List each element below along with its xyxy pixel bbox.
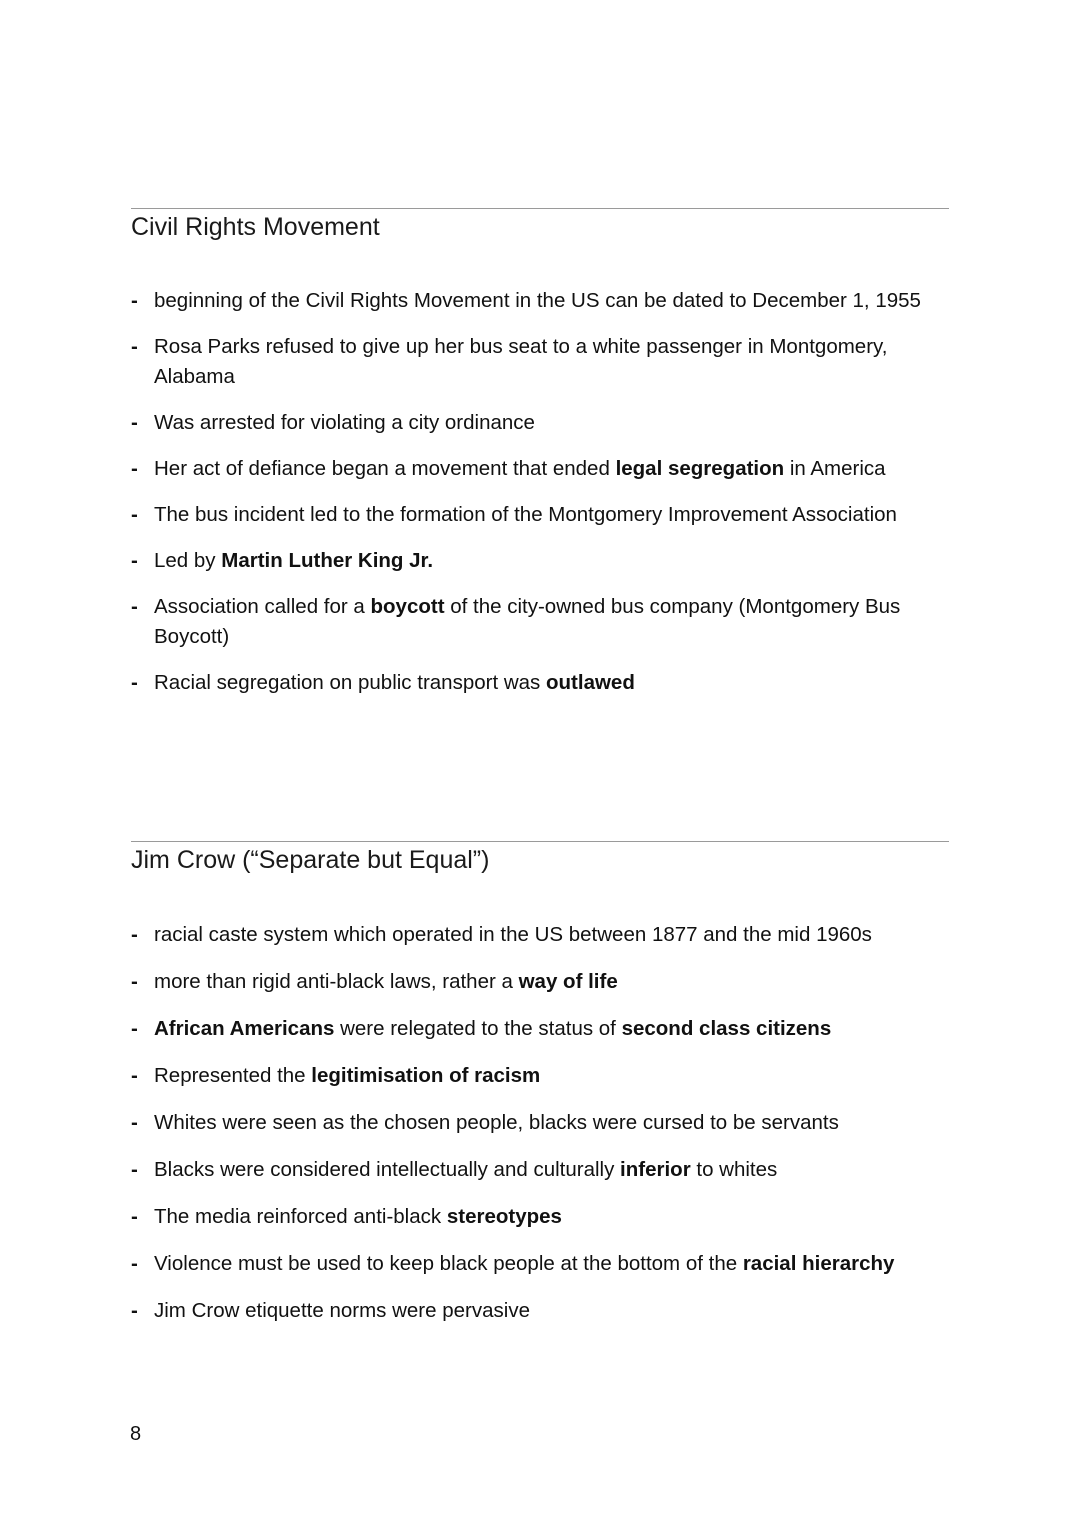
list-item [131,967,951,997]
bullet-dash: - [131,1205,138,1228]
bullet-dash: - [131,1299,138,1322]
list-item [131,454,951,484]
list-item [131,1061,951,1091]
item-text: Rosa Parks refused to give up her bus seat to a white passenger in Montgomery, Alabama [154,335,888,388]
emphasis-text: inferior [620,1158,691,1181]
item-text: Racial segregation on public transport was [154,671,546,694]
section-title-jim-crow: Jim Crow (“Separate but Equal”) [131,846,490,874]
bullet-list-jim-crow [131,920,951,1343]
item-text: Blacks were considered intellectually and culturally [154,1158,621,1181]
emphasis-text: stereotypes [446,1205,562,1228]
item-text: were relegated to the status of [334,1017,622,1040]
emphasis-text: outlawed [546,671,635,694]
emphasis-text: second class citizens [621,1017,832,1040]
list-item [131,668,951,698]
item-text: racial caste system which operated in the US between 1877 and the mid 1960s [154,923,872,946]
emphasis-text: legitimisation of racism [311,1064,541,1087]
item-text: Association called for a [154,595,371,618]
section-divider [131,841,949,842]
item-text: Her act of defiance began a movement that ended [154,457,616,480]
page-number: 8 [130,1423,142,1445]
item-text: The media reinforced anti-black [154,1205,447,1228]
item-text: in America [784,457,886,480]
section-divider [131,208,949,209]
bullet-dash: - [131,970,138,993]
item-text: Represented the [154,1064,312,1087]
emphasis-text: African Americans [154,1017,335,1040]
bullet-dash: - [131,411,138,434]
item-text: to whites [690,1158,778,1181]
bullet-dash: - [131,1111,138,1134]
item-text: more than rigid anti-black laws, rather a [154,970,519,993]
list-item [131,332,951,392]
bullet-dash: - [131,289,138,312]
emphasis-text: way of life [518,970,618,993]
list-item [131,286,951,316]
list-item [131,1296,951,1326]
list-item [131,1202,951,1232]
emphasis-text: Martin Luther King Jr. [221,549,434,572]
list-item [131,1249,951,1279]
item-text: Led by [154,549,222,572]
emphasis-text: racial hierarchy [742,1252,895,1275]
item-text: Was arrested for violating a city ordinance [154,411,535,434]
list-item [131,1108,951,1138]
item-text: of the city-owned bus company (Montgomery Bus Boycott) [154,595,901,648]
list-item [131,1014,951,1044]
bullet-dash: - [131,335,138,358]
list-item [131,1155,951,1185]
bullet-dash: - [131,671,138,694]
bullet-dash: - [131,1017,138,1040]
bullet-dash: - [131,457,138,480]
bullet-dash: - [131,549,138,572]
bullet-dash: - [131,1158,138,1181]
bullet-dash: - [131,595,138,618]
item-text: beginning of the Civil Rights Movement in the US can be dated to December 1, 1955 [154,289,921,312]
list-item [131,408,951,438]
item-text: The bus incident led to the formation of the Montgomery Improvement Association [154,503,897,526]
bullet-list-civil-rights [131,286,951,714]
emphasis-text: boycott [370,595,445,618]
item-text: Jim Crow etiquette norms were pervasive [154,1299,530,1322]
list-item [131,592,951,652]
bullet-dash: - [131,923,138,946]
item-text: Whites were seen as the chosen people, blacks were cursed to be servants [154,1111,839,1134]
bullet-dash: - [131,1252,138,1275]
list-item [131,920,951,950]
list-item [131,500,951,530]
emphasis-text: legal segregation [615,457,785,480]
list-item [131,546,951,576]
item-text: Violence must be used to keep black people at the bottom of the [154,1252,743,1275]
bullet-dash: - [131,503,138,526]
section-title-civil-rights: Civil Rights Movement [131,213,380,241]
bullet-dash: - [131,1064,138,1087]
